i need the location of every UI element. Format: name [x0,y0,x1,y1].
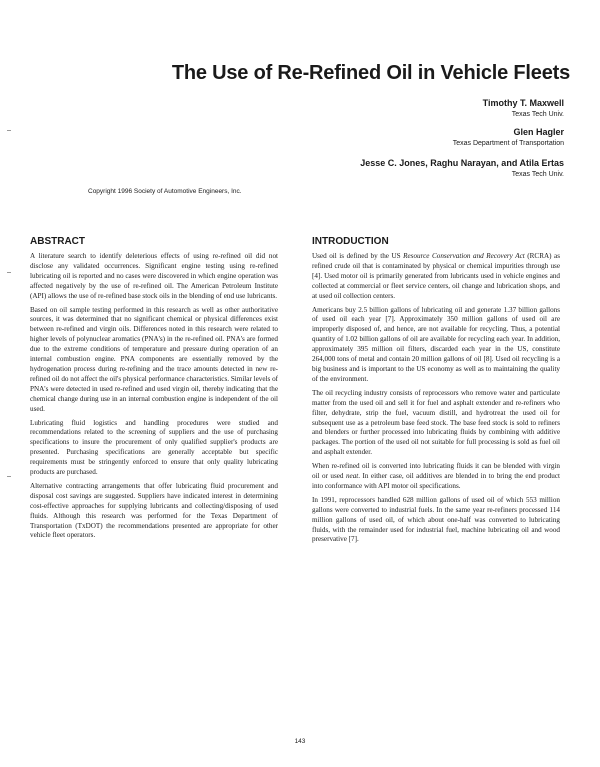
introduction-paragraph: Americans buy 2.5 billion gallons of lubricating oil and generate 1.37 billion gallons of used oil each year [7]. Approximately 350 million gallons of used oil are improperly disposed of, and hence, are not available for recycling. Thus, a potential quantity of 1.02 billion gallons of oil are available for recycling each year. In addition, approximately 395 million oil filters, discarded each year in the US, constitute 264,000 tons of metal and contain 20 million gallons of oil [8]. Used oil recycling is a big business and is important to the US economy as well as to maintaining the quality of the environment. [312,305,560,383]
abstract-paragraph: Based on oil sample testing performed in this research as well as other authoritative sources, it was determined that no significant chemical or physical differences exist between re-refined and virgin oils. Differences noted in this research were related to higher levels of polynuclear aromatics (PNA's) in the re-refined oil. PNA's are formed due to the extreme conditions of temperature and pressure during operation of an internal combustion engine. PNA components are essentially removed by the hydrogenation process during re-refining and the trace amounts detected in new re-refined oil do not affect the oil's physical performance characteristics. Similar levels of PNA's were detected in used re-refined and used virgin oil, thereby indicating that the chemical change during use in an internal combustion engine is independent of the oil used. [30,305,279,413]
author-name: Jesse C. Jones, Raghu Narayan, and Atila Ertas [360,158,564,168]
emphasis: neat [345,472,359,481]
author-block-1 [483,98,564,118]
introduction-column [312,236,560,549]
scan-margin-mark [7,130,11,131]
author-affiliation: Texas Tech Univ. [511,171,564,178]
act-name: Resource Conservation and Recovery Act [403,252,525,260]
scan-margin-mark [7,272,11,273]
text-run: Used oil is defined by the US [312,252,404,260]
copyright-notice: Copyright 1996 Society of Automotive Engineers, Inc. [88,188,242,195]
abstract-paragraph: Alternative contracting arrangements that offer lubricating fluid procurement and disposal cost savings are suggested. Suppliers have indicated interest in determining cost-effective approaches for supplying lubricants and collecting/disposing of used fluids. Although this research was performed for the Texas Department of Transportation (TxDOT) the recommendations presented are appropriate for other vehicle fleet operators. [30,481,278,540]
abstract-column [30,236,278,545]
paper-title: The Use of Re-Refined Oil in Vehicle Fleets [171,62,570,84]
abstract-paragraph: Lubricating fluid logistics and handling procedures were studied and recommendations related to the screening of suppliers and the use of purchasing specifications to insure the procurement of only qualified supplier's products are presented. Purchasing specifications are generally acceptable but specific requirements must be stringently enforced to ensure that only quality lubricating products are purchased. [30,418,278,477]
author-affiliation: Texas Tech Univ. [511,111,564,118]
introduction-paragraph: The oil recycling industry consists of reprocessors who remove water and particulate matter from the used oil and sell it for fuel and asphalt extender and re-refiners who filter, dehydrate, strip the fuel, vacuum distill, and hydrotreat the used oil for subsequent use as a petroleum base feed stock. The base feed stock is sold to refiners and blenders or further processed into lubricating fluids by combining with additive packages. The portion of the used oil not suitable for full processing is sold as fuel oil and asphalt extender. [312,388,560,457]
author-name: Glen Hagler [513,127,564,137]
text-run: When re-refined oil is converted into lubricating fluids it can be blended with virgin oil or used [312,462,560,481]
scan-margin-mark [7,476,11,477]
page-number: 143 [294,738,306,745]
text-run: (RCRA) as refined crude oil that is contaminated by physical or chemical impurities through use [4]. Used motor oil is primarily generated from lubricants used in vehicle engines and collected at commercial or fleet service centers, oil change and lubrication shops, and at used oil collection centers. [312,252,560,300]
author-block-3 [360,158,564,178]
introduction-paragraph [312,462,560,492]
abstract-paragraph: A literature search to identify deleterious effects of using re-refined oil did not disclose any validated occurrences. Significant engine testing using re-refined lubricating oil is reported and no cases were discovered in which engine operation was affected negatively by the use of re-refined oil. The American Petroleum Institute (API) allows the use of re-refined base stock oils in the blending of end use lubricants. [30,252,278,300]
author-affiliation: Texas Department of Transportation [452,140,564,147]
author-name: Timothy T. Maxwell [482,98,564,108]
introduction-paragraph: In 1991, reprocessors handled 628 million gallons of used oil of which 553 million gallons were converted to industrial fuels. In the same year re-refiners processed 114 million gallons of used oil, of which about one-half was converted to lubricating fluids, with the remainder used for industrial fuel, machine lubricating oil and wood preservative [7]. [312,495,560,544]
introduction-heading: INTRODUCTION [312,236,389,247]
text-run: . In either case, oil additives are blended in to bring the end product into conformance with API motor oil specifications. [312,472,560,490]
author-block-2 [453,127,564,147]
abstract-heading: ABSTRACT [30,236,85,247]
introduction-paragraph [312,252,560,302]
